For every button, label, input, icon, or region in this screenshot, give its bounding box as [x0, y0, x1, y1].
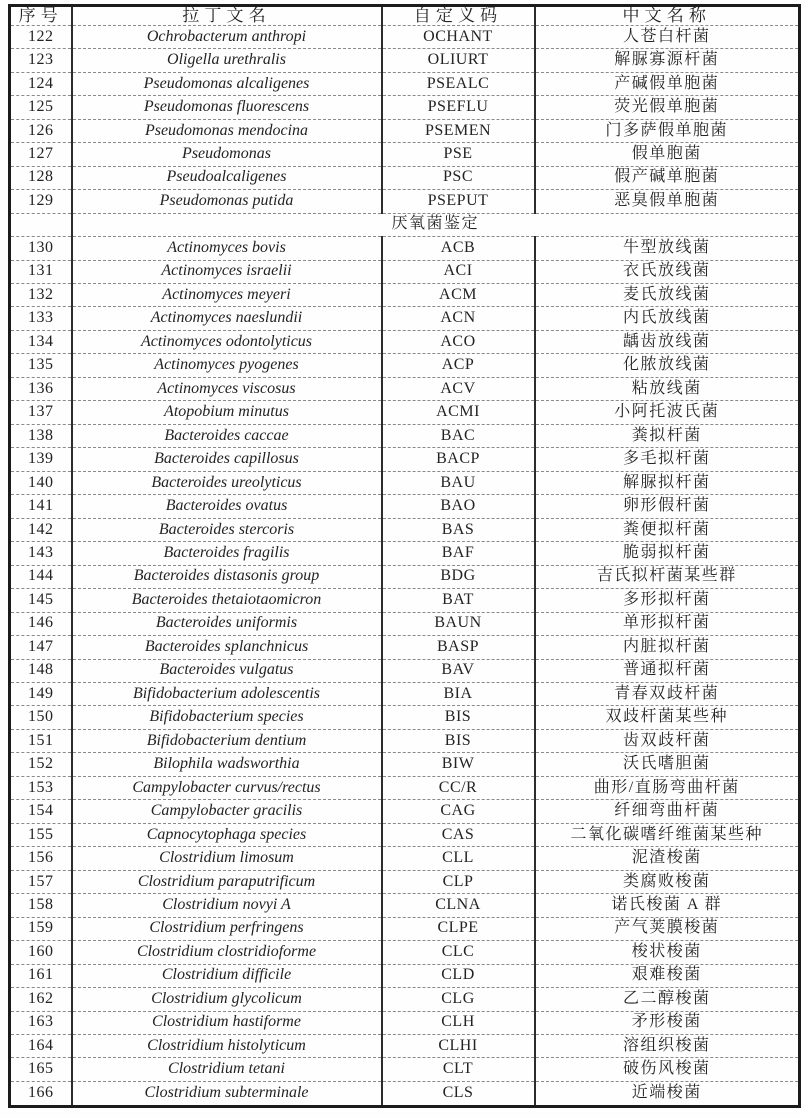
cell-chinese-name: 产碱假单胞菌 [535, 72, 800, 95]
cell-serial: 149 [10, 682, 72, 705]
cell-chinese-name: 乙二醇梭菌 [535, 988, 800, 1011]
cell-chinese-name: 双歧杆菌某些种 [535, 706, 800, 729]
table-row [10, 776, 800, 799]
cell-chinese-name: 荧光假单胞菌 [535, 96, 800, 119]
cell-serial: 141 [10, 495, 72, 518]
table-row [10, 471, 800, 494]
cell-latin-name: Clostridium novyi A [72, 894, 382, 917]
header-row [10, 6, 800, 26]
table-row [10, 25, 800, 48]
cell-chinese-name: 多毛拟杆菌 [535, 448, 800, 471]
cell-latin-name: Clostridium glycolicum [72, 988, 382, 1011]
cell-code: CLS [382, 1081, 535, 1106]
cell-chinese-name: 卵形假杆菌 [535, 495, 800, 518]
cell-chinese-name: 化脓放线菌 [535, 354, 800, 377]
cell-code: PSEPUT [382, 190, 535, 213]
cell-serial: 162 [10, 988, 72, 1011]
cell-latin-name: Clostridium perfringens [72, 917, 382, 940]
cell-code: ACB [382, 237, 535, 260]
table-row [10, 589, 800, 612]
cell-chinese-name: 破伤风梭菌 [535, 1058, 800, 1081]
cell-chinese-name: 脆弱拟杆菌 [535, 542, 800, 565]
table-row [10, 119, 800, 142]
cell-latin-name: Actinomyces bovis [72, 237, 382, 260]
cell-code: BASP [382, 636, 535, 659]
cell-code: ACMI [382, 401, 535, 424]
table-row [10, 260, 800, 283]
cell-code: BAS [382, 518, 535, 541]
cell-chinese-name: 单形拟杆菌 [535, 612, 800, 635]
cell-latin-name: Pseudomonas alcaligenes [72, 72, 382, 95]
table-row [10, 659, 800, 682]
cell-latin-name: Pseudomonas putida [72, 190, 382, 213]
cell-code: PSEALC [382, 72, 535, 95]
table-row [10, 917, 800, 940]
table-row [10, 330, 800, 353]
cell-latin-name: Clostridium difficile [72, 964, 382, 987]
cell-latin-name: Actinomyces pyogenes [72, 354, 382, 377]
cell-serial: 134 [10, 330, 72, 353]
cell-serial: 147 [10, 636, 72, 659]
cell-code: BAO [382, 495, 535, 518]
cell-chinese-name: 诺氏梭菌 A 群 [535, 894, 800, 917]
cell-chinese-name: 假产碱单胞菌 [535, 166, 800, 189]
table-row [10, 636, 800, 659]
cell-latin-name: Bacteroides vulgatus [72, 659, 382, 682]
cell-code: CLHI [382, 1035, 535, 1058]
col-header-serial: 序号 [10, 6, 72, 26]
table-row [10, 166, 800, 189]
cell-serial: 127 [10, 143, 72, 166]
cell-latin-name: Capnocytophaga species [72, 823, 382, 846]
cell-chinese-name: 粘放线菌 [535, 377, 800, 400]
cell-code: PSC [382, 166, 535, 189]
cell-code: BAU [382, 471, 535, 494]
cell-serial: 165 [10, 1058, 72, 1081]
cell-chinese-name: 普通拟杆菌 [535, 659, 800, 682]
cell-chinese-name: 青春双歧杆菌 [535, 682, 800, 705]
cell-code: BAC [382, 424, 535, 447]
cell-chinese-name: 龋齿放线菌 [535, 330, 800, 353]
cell-code: CAS [382, 823, 535, 846]
cell-serial: 125 [10, 96, 72, 119]
cell-serial: 160 [10, 941, 72, 964]
table-row [10, 941, 800, 964]
cell-latin-name: Bifidobacterium adolescentis [72, 682, 382, 705]
table-row [10, 237, 800, 260]
table-row [10, 518, 800, 541]
cell-latin-name: Actinomyces odontolyticus [72, 330, 382, 353]
cell-latin-name: Bacteroides uniformis [72, 612, 382, 635]
cell-latin-name: Pseudoalcaligenes [72, 166, 382, 189]
table-row [10, 401, 800, 424]
table-row [10, 307, 800, 330]
cell-code: BAT [382, 589, 535, 612]
section-row [10, 213, 800, 236]
cell-chinese-name: 牛型放线菌 [535, 237, 800, 260]
cell-code: BIS [382, 729, 535, 752]
cell-code: BAV [382, 659, 535, 682]
cell-latin-name: Clostridium subterminale [72, 1081, 382, 1106]
cell-serial: 124 [10, 72, 72, 95]
cell-code: CAG [382, 800, 535, 823]
cell-latin-name: Campylobacter gracilis [72, 800, 382, 823]
cell-latin-name: Clostridium clostridioforme [72, 941, 382, 964]
cell-latin-name: Actinomyces israelii [72, 260, 382, 283]
cell-latin-name: Ochrobacterum anthropi [72, 25, 382, 48]
cell-latin-name: Bacteroides caccae [72, 424, 382, 447]
table-row [10, 143, 800, 166]
cell-chinese-name: 沃氏嗜胆菌 [535, 753, 800, 776]
cell-chinese-name: 近端梭菌 [535, 1081, 800, 1106]
cell-chinese-name: 假单胞菌 [535, 143, 800, 166]
cell-chinese-name: 二氧化碳嗜纤维菌某些种 [535, 823, 800, 846]
cell-latin-name: Oligella urethralis [72, 49, 382, 72]
table-row [10, 612, 800, 635]
cell-code: ACV [382, 377, 535, 400]
cell-code: ACI [382, 260, 535, 283]
cell-latin-name: Bifidobacterium dentium [72, 729, 382, 752]
col-header-chinese: 中文名称 [535, 6, 800, 26]
cell-code: CLC [382, 941, 535, 964]
table-row [10, 424, 800, 447]
cell-chinese-name: 溶组织梭菌 [535, 1035, 800, 1058]
cell-chinese-name: 曲形/直肠弯曲杆菌 [535, 776, 800, 799]
cell-chinese-name: 解脲拟杆菌 [535, 471, 800, 494]
cell-serial: 143 [10, 542, 72, 565]
col-header-code: 自定义码 [382, 6, 535, 26]
cell-code: ACN [382, 307, 535, 330]
cell-latin-name: Atopobium minutus [72, 401, 382, 424]
table-row [10, 729, 800, 752]
cell-latin-name: Clostridium hastiforme [72, 1011, 382, 1034]
cell-code: CLP [382, 870, 535, 893]
table-row [10, 448, 800, 471]
cell-chinese-name: 门多萨假单胞菌 [535, 119, 800, 142]
cell-serial: 138 [10, 424, 72, 447]
cell-serial: 151 [10, 729, 72, 752]
cell-serial: 155 [10, 823, 72, 846]
cell-chinese-name: 内脏拟杆菌 [535, 636, 800, 659]
table-row [10, 1035, 800, 1058]
cell-serial: 163 [10, 1011, 72, 1034]
cell-serial: 135 [10, 354, 72, 377]
cell-code: BAUN [382, 612, 535, 635]
cell-code: PSEFLU [382, 96, 535, 119]
cell-code: CLPE [382, 917, 535, 940]
col-header-latin: 拉丁文名 [72, 6, 382, 26]
cell-serial: 142 [10, 518, 72, 541]
cell-code: PSEMEN [382, 119, 535, 142]
cell-code: BDG [382, 565, 535, 588]
cell-code: ACM [382, 284, 535, 307]
table-row [10, 682, 800, 705]
cell-latin-name: Actinomyces viscosus [72, 377, 382, 400]
cell-chinese-name: 产气荚膜梭菌 [535, 917, 800, 940]
cell-code: CLG [382, 988, 535, 1011]
table-row [10, 1081, 800, 1106]
cell-code: CLT [382, 1058, 535, 1081]
section-label: 厌氧菌鉴定 [72, 213, 800, 236]
cell-serial: 152 [10, 753, 72, 776]
cell-serial: 166 [10, 1081, 72, 1106]
cell-serial: 131 [10, 260, 72, 283]
table-row [10, 753, 800, 776]
cell-serial: 161 [10, 964, 72, 987]
table-row [10, 1058, 800, 1081]
cell-latin-name: Bacteroides fragilis [72, 542, 382, 565]
cell-chinese-name: 类腐败梭菌 [535, 870, 800, 893]
table-row [10, 284, 800, 307]
table-row [10, 377, 800, 400]
cell-code: CLL [382, 847, 535, 870]
table-row [10, 988, 800, 1011]
cell-latin-name: Bacteroides thetaiotaomicron [72, 589, 382, 612]
cell-code: OCHANT [382, 25, 535, 48]
cell-code: CLNA [382, 894, 535, 917]
table-row [10, 847, 800, 870]
cell-code: CLD [382, 964, 535, 987]
cell-latin-name: Pseudomonas [72, 143, 382, 166]
cell-latin-name: Campylobacter curvus/rectus [72, 776, 382, 799]
cell-code: BACP [382, 448, 535, 471]
cell-chinese-name: 恶臭假单胞菌 [535, 190, 800, 213]
cell-serial: 139 [10, 448, 72, 471]
cell-serial: 133 [10, 307, 72, 330]
cell-latin-name: Bacteroides stercoris [72, 518, 382, 541]
cell-latin-name: Bacteroides capillosus [72, 448, 382, 471]
cell-serial: 122 [10, 25, 72, 48]
cell-latin-name: Bacteroides splanchnicus [72, 636, 382, 659]
table-row [10, 190, 800, 213]
cell-serial: 123 [10, 49, 72, 72]
cell-code: OLIURT [382, 49, 535, 72]
cell-code: CC/R [382, 776, 535, 799]
cell-latin-name: Bacteroides distasonis group [72, 565, 382, 588]
cell-serial: 146 [10, 612, 72, 635]
cell-serial: 158 [10, 894, 72, 917]
cell-serial: 145 [10, 589, 72, 612]
table-row [10, 894, 800, 917]
cell-code: CLH [382, 1011, 535, 1034]
cell-code: ACO [382, 330, 535, 353]
cell-serial: 136 [10, 377, 72, 400]
cell-latin-name: Clostridium paraputrificum [72, 870, 382, 893]
cell-code: BAF [382, 542, 535, 565]
table-row [10, 964, 800, 987]
cell-chinese-name: 纤细弯曲杆菌 [535, 800, 800, 823]
cell-code: BIA [382, 682, 535, 705]
cell-latin-name: Clostridium tetani [72, 1058, 382, 1081]
cell-serial: 137 [10, 401, 72, 424]
table-row [10, 1011, 800, 1034]
cell-code: PSE [382, 143, 535, 166]
cell-serial: 164 [10, 1035, 72, 1058]
table-row [10, 495, 800, 518]
table-row [10, 823, 800, 846]
cell-serial: 126 [10, 119, 72, 142]
table-row [10, 565, 800, 588]
cell-chinese-name: 内氏放线菌 [535, 307, 800, 330]
cell-chinese-name: 解脲寡源杆菌 [535, 49, 800, 72]
cell-serial: 140 [10, 471, 72, 494]
cell-serial-empty [10, 213, 72, 236]
cell-latin-name: Clostridium limosum [72, 847, 382, 870]
cell-chinese-name: 艰难梭菌 [535, 964, 800, 987]
table-row [10, 49, 800, 72]
cell-serial: 144 [10, 565, 72, 588]
cell-code: BIW [382, 753, 535, 776]
cell-chinese-name: 衣氏放线菌 [535, 260, 800, 283]
cell-chinese-name: 泥渣梭菌 [535, 847, 800, 870]
cell-latin-name: Clostridium histolyticum [72, 1035, 382, 1058]
cell-chinese-name: 小阿托波氏菌 [535, 401, 800, 424]
cell-chinese-name: 粪便拟杆菌 [535, 518, 800, 541]
cell-serial: 153 [10, 776, 72, 799]
cell-latin-name: Pseudomonas fluorescens [72, 96, 382, 119]
cell-serial: 159 [10, 917, 72, 940]
table-row [10, 542, 800, 565]
cell-latin-name: Actinomyces meyeri [72, 284, 382, 307]
cell-chinese-name: 多形拟杆菌 [535, 589, 800, 612]
cell-code: ACP [382, 354, 535, 377]
cell-chinese-name: 粪拟杆菌 [535, 424, 800, 447]
cell-serial: 150 [10, 706, 72, 729]
cell-latin-name: Bacteroides ureolyticus [72, 471, 382, 494]
cell-serial: 129 [10, 190, 72, 213]
cell-code: BIS [382, 706, 535, 729]
bacteria-table [8, 4, 801, 1108]
cell-serial: 148 [10, 659, 72, 682]
table-row [10, 800, 800, 823]
cell-serial: 132 [10, 284, 72, 307]
table-row [10, 870, 800, 893]
cell-latin-name: Bacteroides ovatus [72, 495, 382, 518]
cell-latin-name: Actinomyces naeslundii [72, 307, 382, 330]
cell-serial: 154 [10, 800, 72, 823]
cell-serial: 128 [10, 166, 72, 189]
cell-chinese-name: 梭状梭菌 [535, 941, 800, 964]
table-row [10, 72, 800, 95]
cell-latin-name: Bilophila wadsworthia [72, 753, 382, 776]
cell-chinese-name: 矛形梭菌 [535, 1011, 800, 1034]
cell-serial: 157 [10, 870, 72, 893]
table-row [10, 354, 800, 377]
cell-chinese-name: 吉氏拟杆菌某些群 [535, 565, 800, 588]
cell-latin-name: Bifidobacterium species [72, 706, 382, 729]
table-row [10, 706, 800, 729]
cell-chinese-name: 齿双歧杆菌 [535, 729, 800, 752]
table-row [10, 96, 800, 119]
cell-latin-name: Pseudomonas mendocina [72, 119, 382, 142]
cell-chinese-name: 麦氏放线菌 [535, 284, 800, 307]
cell-serial: 156 [10, 847, 72, 870]
cell-serial: 130 [10, 237, 72, 260]
cell-chinese-name: 人苍白杆菌 [535, 25, 800, 48]
